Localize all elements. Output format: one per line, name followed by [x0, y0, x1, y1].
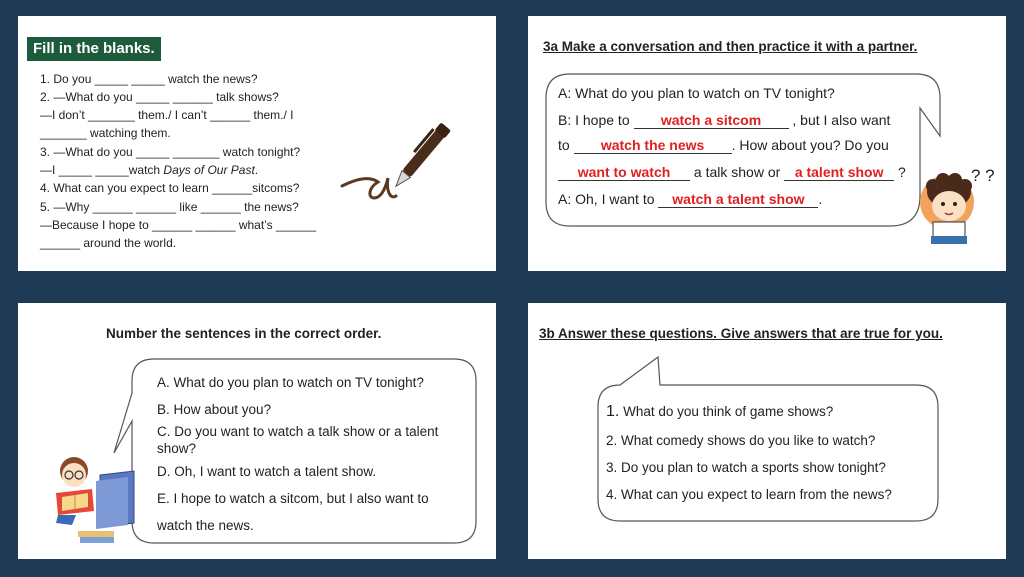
- order-title: Number the sentences in the correct order.: [106, 326, 382, 341]
- question-1: [606, 403, 833, 421]
- answer-watch-sitcom: watch a sitcom: [660, 112, 762, 128]
- fill-blanks-badge: Fill in the blanks.: [27, 37, 161, 61]
- blank-line-7: 4. What can you expect to learn ______sitcoms?: [40, 181, 300, 195]
- sentence-e-line1: E. I hope to watch a sitcom, but I also want to: [157, 491, 429, 506]
- conv-line-5-pre: A: Oh, I want to: [558, 191, 655, 207]
- conv-line-3-pre: to: [558, 137, 570, 153]
- slide-conversation: [528, 16, 1006, 271]
- conv-line-1: A: What do you plan to watch on TV tonight?: [558, 85, 835, 101]
- conv-line-2-post: , but I also want: [792, 112, 891, 128]
- question-3: 3. Do you plan to watch a sports show tonight?: [606, 460, 886, 475]
- answer-watch-talent-show: watch a talent show: [672, 191, 805, 207]
- answer-want-to-watch: want to watch: [577, 164, 671, 180]
- slide-number-sentences: [18, 303, 496, 559]
- blank-line-6-text: —I _____ _____watch: [40, 163, 164, 177]
- question-2: 2. What comedy shows do you like to watch?: [606, 433, 876, 448]
- conv-line-2: [558, 112, 890, 129]
- sentence-a: A. What do you plan to watch on TV tonight?: [157, 375, 424, 390]
- conv-line-3: [558, 137, 889, 154]
- conv-line-4-mid: a talk show or: [693, 164, 781, 180]
- question-1-text: What do you think of game shows?: [623, 404, 834, 419]
- conv-line-2-pre: B: I hope to: [558, 112, 630, 128]
- sentence-c-line1: C. Do you want to watch a talk show or a talent: [157, 424, 439, 439]
- question-4: 4. What can you expect to learn from the news?: [606, 487, 892, 502]
- blank-line-10: ______ around the world.: [40, 236, 177, 250]
- blank-line-1: 1. Do you _____ _____ watch the news?: [40, 72, 258, 86]
- question-marks: ? ?: [971, 166, 995, 185]
- pen-icon: [338, 116, 458, 206]
- show-title-italic: Days of Our Past: [163, 163, 255, 177]
- conv-line-3-post: . How about you? Do you: [731, 137, 889, 153]
- conv-line-4: [558, 164, 906, 181]
- conv-line-5: [558, 191, 822, 208]
- conversation-title: 3a Make a conversation and then practice it with a partner.: [543, 39, 918, 54]
- blank-line-9: —Because I hope to ______ ______ what’s ______: [40, 218, 316, 232]
- conv-line-4-post: ?: [898, 164, 906, 180]
- question-1-number: 1.: [606, 403, 620, 420]
- conv-line-5-post: .: [818, 191, 823, 207]
- sentence-b: B. How about you?: [157, 402, 272, 417]
- answer-watch-news: watch the news: [600, 137, 705, 153]
- slide-answer-questions: [528, 303, 1006, 559]
- blank-line-8: 5. —Why ______ ______ like ______ the news?: [40, 200, 299, 214]
- sentence-d: D. Oh, I want to watch a talent show.: [157, 464, 377, 479]
- blank-line-3: —I don’t _______ them./ I can’t ______ them./ I: [40, 108, 294, 122]
- blank-line-2: 2. —What do you _____ ______ talk shows?: [40, 90, 279, 104]
- blank-line-6-suffix: .: [254, 163, 259, 177]
- speech-bubble: [528, 303, 1006, 559]
- answer-talent-show: a talent show: [794, 164, 884, 180]
- sentence-e-line2: watch the news.: [157, 518, 254, 533]
- answer-title: 3b Answer these questions. Give answers that are true for you.: [539, 326, 943, 341]
- blank-line-6: [40, 164, 258, 177]
- sentence-c-line2: show?: [157, 441, 197, 456]
- blank-line-5: 3. —What do you _____ _______ watch tonight?: [40, 145, 301, 159]
- reading-boy-icon: [48, 453, 138, 545]
- blank-line-4: _______ watching them.: [40, 126, 171, 140]
- slide-fill-in-blanks: [18, 16, 496, 271]
